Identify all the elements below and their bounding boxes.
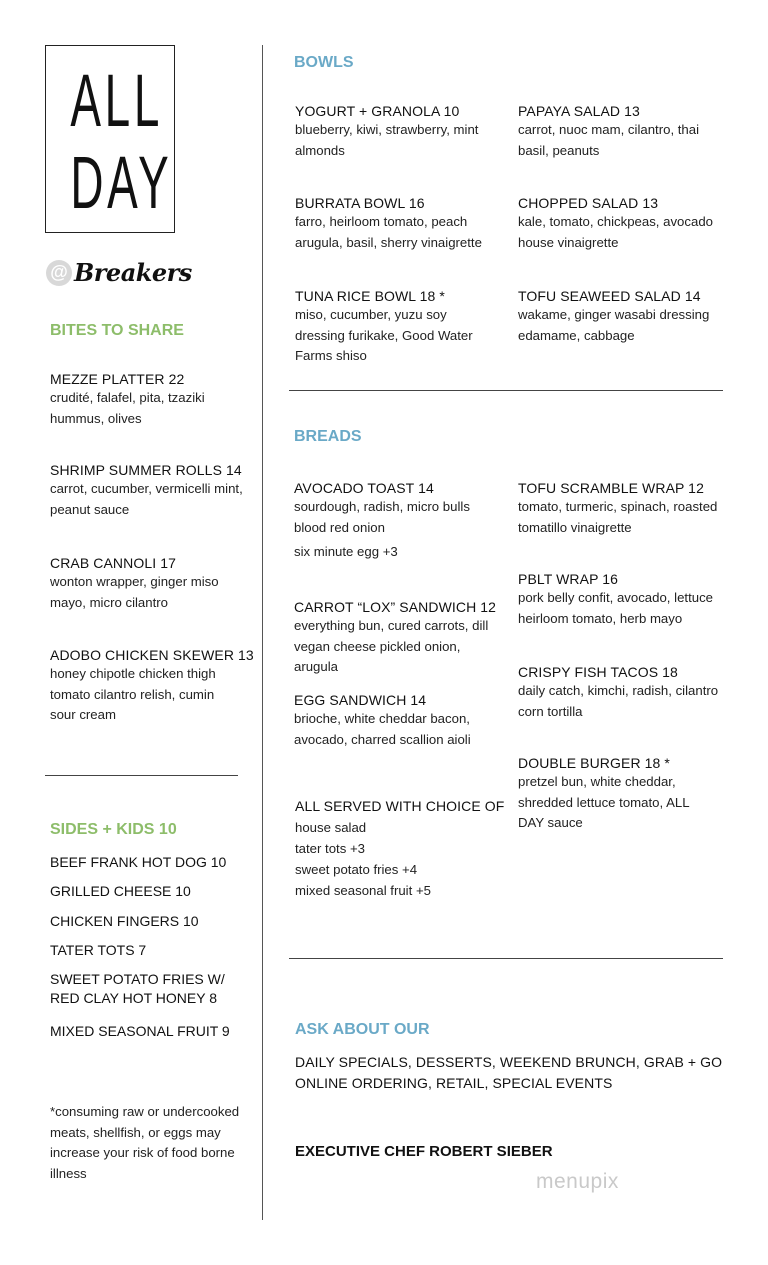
item-desc: honey chipotle chicken thigh tomato cilantro relish, cumin sour cream [50, 666, 216, 722]
item-desc: sourdough, radish, micro bulls blood red onion [294, 499, 470, 535]
item-desc: blueberry, kiwi, strawberry, mint almonds [295, 122, 479, 158]
menu-item [294, 692, 484, 750]
menu-item [294, 599, 504, 678]
logo-day: DAY [70, 141, 173, 224]
item-desc: pork belly confit, avocado, lettuce heirloom tomato, herb mayo [518, 590, 713, 626]
allergy-note: *consuming raw or undercooked meats, shellfish, or eggs may increase your risk of food borne illness [50, 1104, 240, 1181]
item-desc: brioche, white cheddar bacon, avocado, charred scallion aioli [294, 711, 471, 747]
menu-item [295, 288, 495, 367]
bowls-heading: BOWLS [294, 54, 354, 71]
divider [289, 390, 723, 391]
menu-item [295, 195, 485, 253]
side-item: TATER TOTS 7 [50, 942, 147, 958]
served-option: sweet potato fries +4 [295, 862, 418, 877]
item-addon: six minute egg +3 [294, 544, 398, 559]
divider [289, 958, 723, 959]
menu-item [518, 755, 718, 834]
item-desc: farro, heirloom tomato, peach arugula, basil, sherry vinaigrette [295, 214, 482, 250]
menu-item [50, 371, 260, 429]
at-icon: @ [46, 260, 72, 286]
item-desc: wakame, ginger wasabi dressing edamame, cabbage [518, 307, 710, 343]
brand-name: Breakers [74, 258, 192, 287]
menu-item [294, 480, 504, 559]
ask-line-2: ONLINE ORDERING, RETAIL, SPECIAL EVENTS [295, 1075, 613, 1091]
sides-heading: SIDES + KIDS 10 [50, 821, 177, 838]
item-desc: carrot, nuoc mam, cilantro, thai basil, peanuts [518, 122, 700, 158]
logo-box [45, 45, 175, 233]
chef-credit: EXECUTIVE CHEF ROBERT SIEBER [295, 1143, 553, 1160]
item-title: TOFU SEAWEED SALAD 14 [518, 288, 701, 304]
menu-item [50, 462, 260, 520]
served-title: ALL SERVED WITH CHOICE OF [295, 798, 505, 814]
item-desc: everything bun, cured carrots, dill vegan cheese pickled onion, arugula [294, 618, 489, 674]
side-item: GRILLED CHEESE 10 [50, 883, 191, 899]
logo-all: ALL [70, 59, 164, 142]
item-desc: miso, cucumber, yuzu soy dressing furikake, Good Water Farms shiso [295, 307, 473, 363]
item-title: CRAB CANNOLI 17 [50, 555, 176, 571]
item-desc: carrot, cucumber, vermicelli mint, peanut sauce [50, 481, 243, 517]
column-divider [262, 45, 263, 1220]
item-desc: tomato, turmeric, spinach, roasted tomatillo vinaigrette [518, 499, 718, 535]
served-option: mixed seasonal fruit +5 [295, 883, 431, 898]
item-title: AVOCADO TOAST 14 [294, 480, 434, 496]
ask-heading: ASK ABOUT OUR [295, 1021, 430, 1038]
item-title: CARROT “LOX” SANDWICH 12 [294, 599, 497, 615]
side-item: SWEET POTATO FRIES W/ RED CLAY HOT HONEY 8 [50, 971, 225, 1006]
divider [45, 775, 238, 776]
item-desc: kale, tomato, chickpeas, avocado house vinaigrette [518, 214, 713, 250]
menu-item [518, 571, 723, 629]
served-option: tater tots +3 [295, 841, 366, 856]
menu-item [518, 480, 723, 538]
item-title: CHOPPED SALAD 13 [518, 195, 659, 211]
menu-item [518, 288, 718, 346]
item-title: MEZZE PLATTER 22 [50, 371, 185, 387]
item-title: BURRATA BOWL 16 [295, 195, 425, 211]
breakers-logo [46, 258, 192, 287]
item-desc: crudité, falafel, pita, tzaziki hummus, olives [50, 390, 205, 426]
item-title: PBLT WRAP 16 [518, 571, 619, 587]
menu-item [50, 555, 230, 613]
side-item: MIXED SEASONAL FRUIT 9 [50, 1023, 230, 1039]
item-title: EGG SANDWICH 14 [294, 692, 427, 708]
item-title: DOUBLE BURGER 18 * [518, 755, 670, 771]
menu-item [518, 195, 718, 253]
item-title: YOGURT + GRANOLA 10 [295, 103, 460, 119]
item-title: SHRIMP SUMMER ROLLS 14 [50, 462, 242, 478]
item-desc: pretzel bun, white cheddar, shredded lettuce tomato, ALL DAY sauce [518, 774, 690, 830]
item-desc: daily catch, kimchi, radish, cilantro corn tortilla [518, 683, 719, 719]
menu-item [295, 103, 495, 161]
item-title: TUNA RICE BOWL 18 * [295, 288, 445, 304]
served-with [295, 798, 504, 898]
side-item: CHICKEN FINGERS 10 [50, 913, 199, 929]
item-title: PAPAYA SALAD 13 [518, 103, 640, 119]
menu-item [518, 664, 723, 722]
watermark: menupix [536, 1170, 619, 1193]
side-item: BEEF FRANK HOT DOG 10 [50, 854, 227, 870]
item-title: TOFU SCRAMBLE WRAP 12 [518, 480, 704, 496]
item-title: ADOBO CHICKEN SKEWER 13 [50, 647, 254, 663]
menu-item [518, 103, 718, 161]
ask-line-1: DAILY SPECIALS, DESSERTS, WEEKEND BRUNCH, GRAB + GO [295, 1054, 723, 1070]
served-option: house salad [295, 820, 367, 835]
menu-item [50, 647, 254, 726]
item-title: CRISPY FISH TACOS 18 [518, 664, 678, 680]
item-desc: wonton wrapper, ginger miso mayo, micro cilantro [50, 574, 219, 610]
breads-heading: BREADS [294, 428, 362, 445]
bites-heading: BITES TO SHARE [50, 322, 184, 339]
